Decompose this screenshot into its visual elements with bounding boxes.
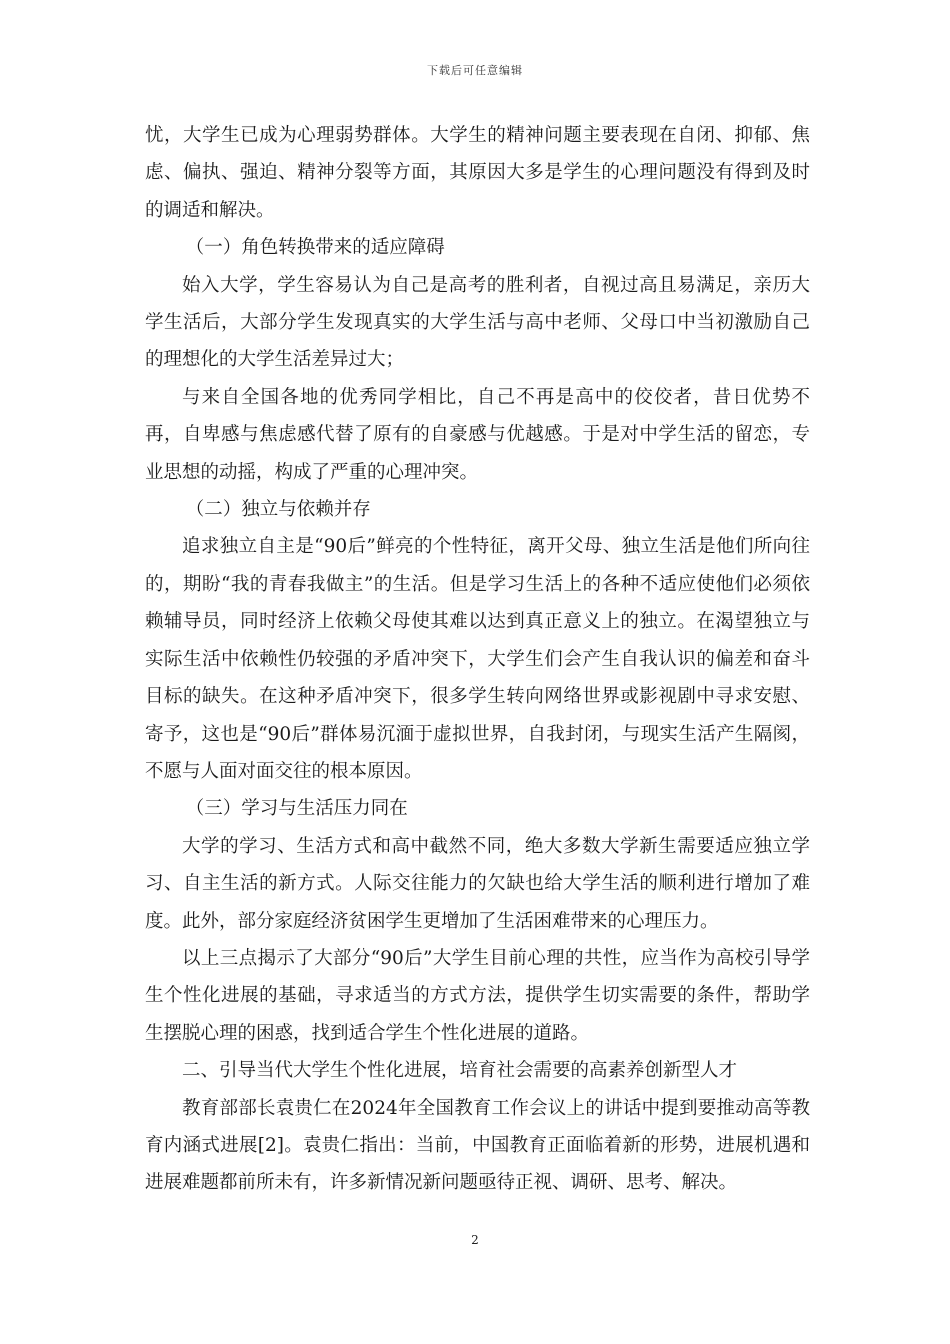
paragraph-study-life: 大学的学习、生活方式和高中截然不同，绝大多数大学新生需要适应独立学习、自主生活的新方式。人际交往能力的欠缺也给大学生活的顺利进行增加了难度。此外，部分家庭经济贫困学生更增加了生活困难带来的心理压力。 bbox=[145, 835, 810, 932]
paragraph-peer-comparison: 与来自全国各地的优秀同学相比，自己不再是高中的佼佼者，昔日优势不再，自卑感与焦虑感代替了原有的自豪感与优越感。于是对中学生活的留恋，专业思想的动摇，构成了严重的心理冲突。 bbox=[145, 386, 810, 483]
subheading-role-transition: （一）角色转换带来的适应障碍 bbox=[185, 237, 445, 259]
document-body bbox=[145, 117, 810, 1202]
paragraph-ministry-speech: 教育部部长袁贵仁在2024年全国教育工作会议上的讲话中提到要推动高等教育内涵式进展[2]。袁贵仁指出：当前，中国教育正面临着新的形势，进展机遇和进展难题都前所未有，许多新情况新问题亟待正视、调研、思考、解决。 bbox=[145, 1097, 810, 1194]
section-heading-two: 二、引导当代大学生个性化进展，培育社会需要的高素养创新型人才 bbox=[182, 1060, 738, 1082]
paragraph-entering-university: 始入大学，学生容易认为自己是高考的胜利者，自视过高且易满足，亲历大学生活后，大部分学生发现真实的大学生活与高中老师、父母口中当初激励自己的理想化的大学生活差异过大； bbox=[145, 274, 810, 371]
subheading-independence-dependence: （二）独立与依赖并存 bbox=[185, 499, 371, 521]
paragraph-independence: 追求独立自主是“90后”鲜亮的个性特征，离开父母、独立生活是他们所向往的，期盼“我的青春我做主”的生活。但是学习生活上的各种不适应使他们必须依赖辅导员，同时经济上依赖父母使其难以达到真正意义上的独立。在渴望独立与实际生活中依赖性仍较强的矛盾冲突下，大学生们会产生自我认识的偏差和奋斗目标的缺失。在这种矛盾冲突下，很多学生转向网络世界或影视剧中寻求安慰、寄予，这也是“90后”群体易沉湎于虚拟世界，自我封闭，与现实生活产生隔阂，不愿与人面对面交往的根本原因。 bbox=[145, 536, 810, 782]
page-number: 2 bbox=[471, 1233, 479, 1247]
subheading-study-life-pressure: （三）学习与生活压力同在 bbox=[185, 798, 408, 820]
paragraph-continuation: 忧，大学生已成为心理弱势群体。大学生的精神问题主要表现在自闭、抑郁、焦虑、偏执、强迫、精神分裂等方面，其原因大多是学生的心理问题没有得到及时的调适和解决。 bbox=[145, 125, 810, 221]
paragraph-summary: 以上三点揭示了大部分“90后”大学生目前心理的共性，应当作为高校引导学生个性化进展的基础，寻求适当的方式方法，提供学生切实需要的条件，帮助学生摆脱心理的困惑，找到适合学生个性化进展的道路。 bbox=[145, 947, 810, 1044]
page-header-note: 下载后可任意编辑 bbox=[427, 64, 523, 77]
